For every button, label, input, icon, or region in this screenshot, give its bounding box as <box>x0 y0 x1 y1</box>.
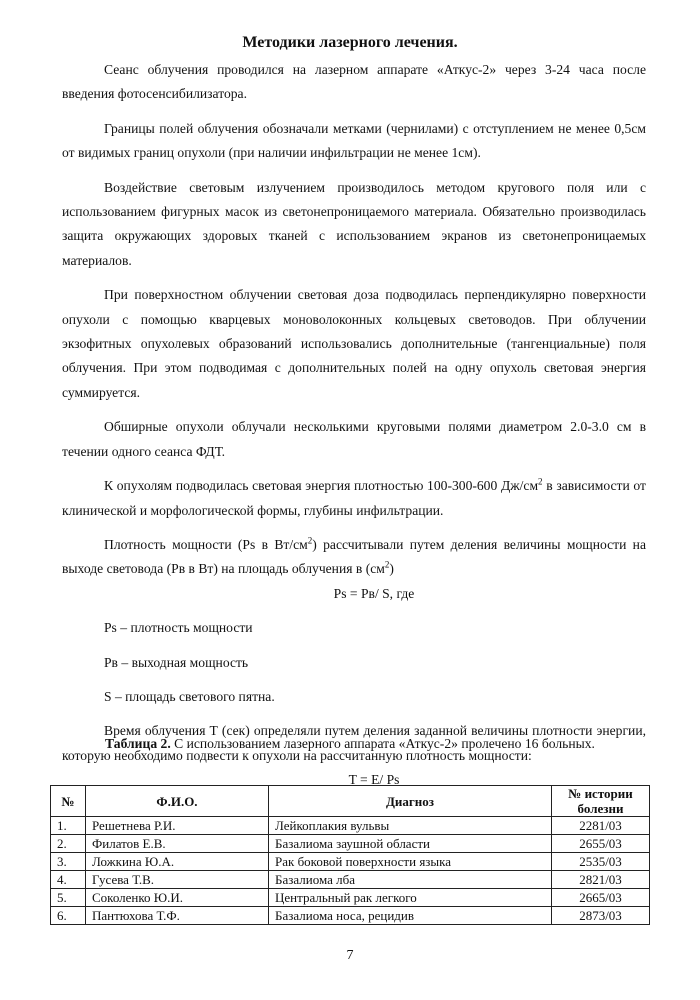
energy-text-end: в зависимости от клинической и морфологической формы, глубины инфильтрации. <box>62 478 646 518</box>
section-title: Методики лазерного лечения. <box>242 34 458 51</box>
table-row <box>51 889 650 907</box>
patients-table <box>50 785 650 925</box>
power-text-2: ) рассчитывали путем деления величины мощности на выходе световода (Рв в Вт) на площадь облучения в (см <box>62 536 646 577</box>
paragraph-time: Время облучения Т (сек) определяли путем деления заданной величины плотности энергии, которую необходимо подвести к опухоли на рассчитанную плотность мощности: <box>62 723 646 763</box>
formula-power-density: Ps = Pв/ S, где <box>333 585 415 601</box>
definition: Pв – выходная мощность <box>104 654 249 670</box>
cell-number: 4. <box>51 871 86 889</box>
cell-number: 5. <box>51 889 86 907</box>
table-caption-label: Таблица 2. <box>105 736 171 751</box>
cell-name: Ложкина Ю.А. <box>86 853 269 871</box>
paragraph: При поверхностном облучении световая доза подводилась перпендикулярно поверхности опухоли с помощью кварцевых моноволоконных кольцевых световодов. При облучении экзофитных опухолевых образований использовались дополнительные (тангенциальные) поля облучения. При этом подводимая с дополнительных полей на одну опухоль световая энергия суммируется. <box>62 287 646 400</box>
table-header-row <box>51 786 650 817</box>
cell-name: Гусева Т.В. <box>86 871 269 889</box>
cell-history: 2873/03 <box>552 907 650 925</box>
cell-name: Филатов Е.В. <box>86 835 269 853</box>
paragraph: Воздействие световым излучением производилось методом кругового поля или с использованием фигурных масок из светонепроницаемого материала. Обязательно производилась защита окружающих здоровых тканей с использованием экранов из светонепроницаемых материалов. <box>62 179 646 268</box>
superscript: 2 <box>307 535 313 546</box>
cell-history: 2665/03 <box>552 889 650 907</box>
energy-text: К опухолям подводилась световая энергия плотностью 100-300-600 Дж/см <box>104 478 539 494</box>
header-name: Ф.И.О. <box>86 786 269 817</box>
table-row <box>51 853 650 871</box>
header-history: № истории болезни <box>552 786 650 817</box>
formula-time: T = E/ Ps <box>348 772 400 788</box>
superscript: 2 <box>538 476 543 487</box>
cell-diagnosis: Лейкоплакия вульвы <box>269 817 552 835</box>
definition: Ps – плотность мощности <box>104 620 253 636</box>
power-paragraph <box>62 533 646 582</box>
cell-number: 2. <box>51 835 86 853</box>
cell-number: 1. <box>51 817 86 835</box>
table-caption-text: С использованием лазерного аппарата «Аткус-2» пролечено 16 больных. <box>170 736 595 751</box>
paragraph: Границы полей облучения обозначали метками (чернилами) с отступлением не менее 0,5см от видимых границ опухоли (при наличии инфильтрации не менее 1см). <box>62 120 646 161</box>
cell-history: 2535/03 <box>552 853 650 871</box>
table-row <box>51 871 650 889</box>
cell-diagnosis: Базалиома носа, рецидив <box>269 907 552 925</box>
header-number: № <box>51 786 86 817</box>
superscript: 2 <box>384 559 390 570</box>
body-text <box>62 58 646 793</box>
page-number: 7 <box>346 948 354 963</box>
table-row <box>51 817 650 835</box>
header-diagnosis: Диагноз <box>269 786 552 817</box>
table-caption <box>0 736 700 752</box>
cell-history: 2281/03 <box>552 817 650 835</box>
cell-name: Решетнева Р.И. <box>86 817 269 835</box>
cell-history: 2655/03 <box>552 835 650 853</box>
cell-name: Соколенко Ю.И. <box>86 889 269 907</box>
cell-diagnosis: Базалиома заушной области <box>269 835 552 853</box>
definition: S – площадь светового пятна. <box>104 688 275 704</box>
cell-name: Пантюхова Т.Ф. <box>86 907 269 925</box>
table-row <box>51 907 650 925</box>
cell-diagnosis: Центральный рак легкого <box>269 889 552 907</box>
table-row <box>51 835 650 853</box>
cell-history: 2821/03 <box>552 871 650 889</box>
paragraph: Обширные опухоли облучали несколькими круговыми полями диаметром 2.0-3.0 см в течении одного сеанса ФДТ. <box>62 419 646 459</box>
cell-number: 3. <box>51 853 86 871</box>
cell-diagnosis: Рак боковой поверхности языка <box>269 853 552 871</box>
cell-number: 6. <box>51 907 86 925</box>
power-text-3: ) <box>389 561 394 577</box>
energy-paragraph <box>62 474 646 523</box>
paragraph: Сеанс облучения проводился на лазерном аппарате «Аткус-2» через 3-24 часа после введения фотосенсибилизатора. <box>62 62 646 102</box>
cell-diagnosis: Базалиома лба <box>269 871 552 889</box>
power-text-1: Плотность мощности (Ps в Вт/см <box>104 536 308 552</box>
